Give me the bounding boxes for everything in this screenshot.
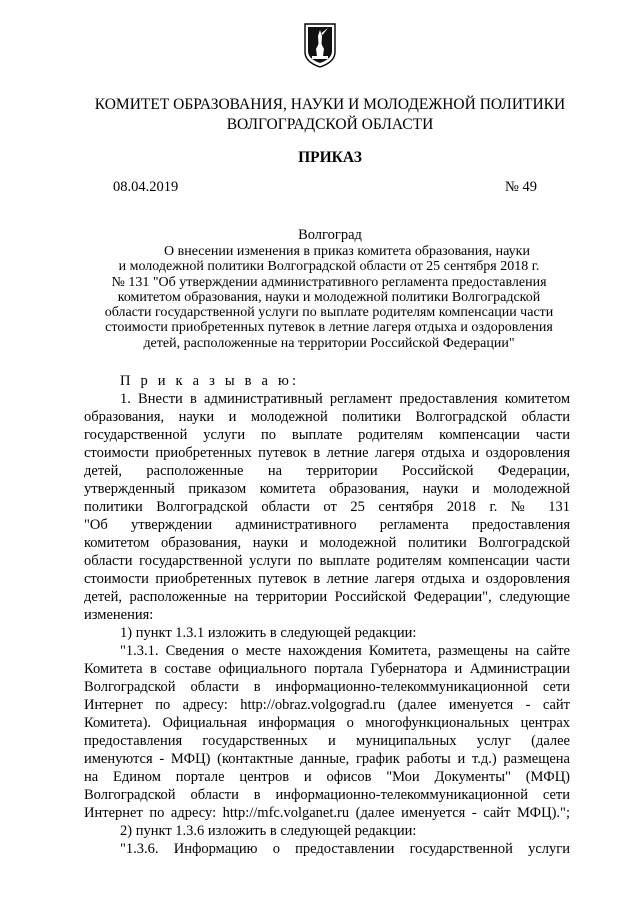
- body-line: образования, науки и молодежной политики Волгоградской области: [84, 409, 570, 425]
- body-line: предоставления государственных и муниципальных услуг (далее: [84, 733, 570, 749]
- subject-line: области государственной услуги по выплате родителям компенсации части: [104, 305, 554, 321]
- order-number: № 49: [505, 179, 537, 195]
- body-line: Комитета в составе официального портала Губернатора и Администрации: [84, 661, 570, 677]
- body-line: именуются - МФЦ) (контактные данные, график работы и т.д.) размещена: [84, 751, 570, 767]
- body-line: детей, расположенные на территории Российской Федерации,: [84, 463, 570, 479]
- order-body: [84, 372, 570, 858]
- org-line-2: ВОЛГОГРАДСКОЙ ОБЛАСТИ: [226, 116, 434, 133]
- order-date: 08.04.2019: [113, 179, 179, 195]
- org-line-1: КОМИТЕТ ОБРАЗОВАНИЯ, НАУКИ И МОЛОДЕЖНОЙ ПОЛИТИКИ: [94, 96, 566, 113]
- body-line: Комитета). Официальная информация о многофункциональных центрах: [84, 715, 570, 731]
- body-line: стоимости приобретенных путевок в летние лагеря отдыха и оздоровления: [84, 445, 570, 461]
- body-line: на Едином портале центров и офисов "Мои Документы" (МФЦ): [84, 769, 570, 785]
- body-line: Волгоградской области в информационно-телекоммуникационной сети: [84, 679, 570, 695]
- body-line: изменения:: [84, 607, 154, 623]
- body-line: комитетом образования, науки и молодежной политики Волгоградской: [84, 535, 570, 551]
- body-line: государственной услуги по выплате родителям компенсации части: [84, 427, 570, 443]
- subject-line: № 131 "Об утверждении административного регламента предоставления: [111, 274, 547, 290]
- subject-line: О внесении изменения в приказ комитета образования, науки: [164, 244, 530, 259]
- organization-name: [60, 95, 600, 135]
- body-line: утвержденный приказом комитета образования, науки и молодежной: [84, 481, 570, 497]
- body-line: 2) пункт 1.3.6 изложить в следующей редакции:: [120, 823, 417, 839]
- body-line: Волгоградской области в информационно-телекоммуникационной сети: [84, 787, 570, 803]
- body-line: 1) пункт 1.3.1 изложить в следующей редакции:: [120, 625, 417, 641]
- body-line: Интернет по адресу: http://mfc.volganet.ru (далее именуется - сайт МФЦ).";: [84, 805, 570, 821]
- subject-line: комитетом образования, науки и молодежной политики Волгоградской: [117, 289, 541, 305]
- city-name: Волгоград: [298, 227, 362, 243]
- body-line: области государственной услуги по выплате родителям компенсации части: [84, 553, 570, 569]
- body-line: "1.3.6. Информацию о предоставлении государственной услуги: [120, 841, 570, 857]
- emblem-icon: [303, 22, 337, 68]
- body-line: "Об утверждении административного регламента предоставления: [84, 517, 570, 533]
- body-line: Интернет по адресу: http://obraz.volgograd.ru (далее именуется - сайт: [84, 697, 570, 713]
- body-line: 1. Внести в административный регламент предоставления комитетом: [120, 391, 570, 407]
- subject-line: стоимости приобретенных путевок в летние лагеря отдыха и оздоровления: [105, 320, 553, 336]
- directive: П р и к а з ы в а ю:: [120, 373, 300, 389]
- subject-line: детей, расположенные на территории Российской Федерации": [143, 335, 515, 351]
- subject-line: и молодежной политики Волгоградской области от 25 сентября 2018 г.: [118, 259, 540, 275]
- coat-of-arms-emblem: [303, 22, 337, 68]
- body-line: детей, расположенные на территории Российской Федерации", следующие: [84, 589, 570, 605]
- body-line: политики Волгоградской области от 25 сентября 2018 г. № 131: [84, 499, 570, 515]
- order-title: ПРИКАЗ: [298, 149, 362, 166]
- body-line: "1.3.1. Сведения о месте нахождения Комитета, размещены на сайте: [120, 643, 570, 659]
- order-subject: [85, 244, 573, 351]
- body-line: стоимости приобретенных путевок в летние лагеря отдыха и оздоровления: [84, 571, 570, 587]
